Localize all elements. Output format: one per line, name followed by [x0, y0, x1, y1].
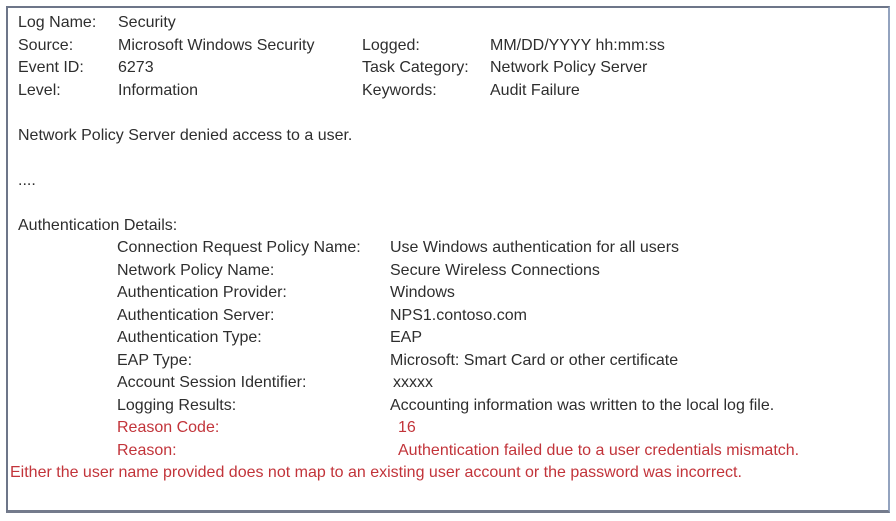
detail-value: Accounting information was written to the local log file.	[390, 396, 775, 414]
detail-value: NPS1.contoso.com	[390, 306, 527, 324]
detail-row-authentication-provider	[18, 282, 878, 305]
event-id-label: Event ID:	[18, 59, 84, 76]
detail-row-authentication-type	[18, 327, 878, 350]
detail-label: Reason Code:	[117, 419, 220, 436]
task-category-label: Task Category:	[362, 59, 469, 76]
level-label: Level:	[18, 81, 61, 99]
detail-label: Account Session Identifier:	[117, 374, 307, 391]
detail-row-account-session-identifier	[18, 372, 878, 395]
reason-explanation-note: Either the user name provided does not map to an existing user account or the password was incorrect.	[10, 464, 742, 481]
detail-row-connection-request-policy	[18, 237, 878, 260]
header-row-source	[18, 35, 878, 58]
detail-value: EAP	[390, 329, 423, 346]
detail-label: Authentication Type:	[117, 329, 262, 346]
keywords-value: Audit Failure	[490, 81, 580, 99]
detail-label: Reason:	[117, 441, 177, 459]
logged-label: Logged:	[362, 36, 420, 54]
detail-label: Logging Results:	[117, 396, 237, 414]
event-detail-frame	[6, 6, 890, 513]
event-description: Network Policy Server denied access to a user.	[18, 126, 353, 144]
detail-row-reason	[18, 440, 878, 463]
source-label: Source:	[18, 36, 74, 54]
task-category-value: Network Policy Server	[490, 59, 648, 76]
detail-row-authentication-server	[18, 305, 878, 328]
detail-value: Use Windows authentication for all users	[390, 239, 680, 256]
detail-value: Authentication failed due to a user credentials mismatch.	[398, 441, 800, 459]
detail-label: Authentication Server:	[117, 306, 275, 324]
detail-label: Network Policy Name:	[117, 261, 275, 279]
event-id-value: 6273	[118, 59, 154, 76]
detail-value: Secure Wireless Connections	[390, 261, 600, 279]
keywords-label: Keywords:	[362, 81, 437, 99]
log-name-value: Security	[118, 14, 176, 31]
detail-label: Authentication Provider:	[117, 284, 287, 301]
source-value: Microsoft Windows Security	[118, 36, 315, 54]
detail-value: Microsoft: Smart Card or other certificate	[390, 351, 679, 369]
detail-row-network-policy-name	[18, 260, 878, 283]
header-row-level	[18, 80, 878, 103]
detail-value: xxxxx	[393, 374, 433, 391]
level-value: Information	[118, 81, 199, 99]
log-name-label: Log Name:	[18, 14, 97, 31]
auth-details-heading: Authentication Details:	[18, 216, 178, 234]
detail-row-reason-code	[18, 417, 878, 440]
detail-value: 16	[398, 419, 416, 436]
detail-value: Windows	[390, 284, 455, 301]
detail-label: EAP Type:	[117, 351, 193, 369]
detail-row-eap-type	[18, 350, 878, 373]
logged-value: MM/DD/YYYY hh:mm:ss	[490, 36, 665, 54]
omitted-content-ellipsis: ....	[18, 171, 36, 189]
header-row-log-name	[18, 12, 878, 35]
header-row-event-id	[18, 57, 878, 80]
detail-label: Connection Request Policy Name:	[117, 239, 361, 256]
detail-row-logging-results	[18, 395, 878, 418]
